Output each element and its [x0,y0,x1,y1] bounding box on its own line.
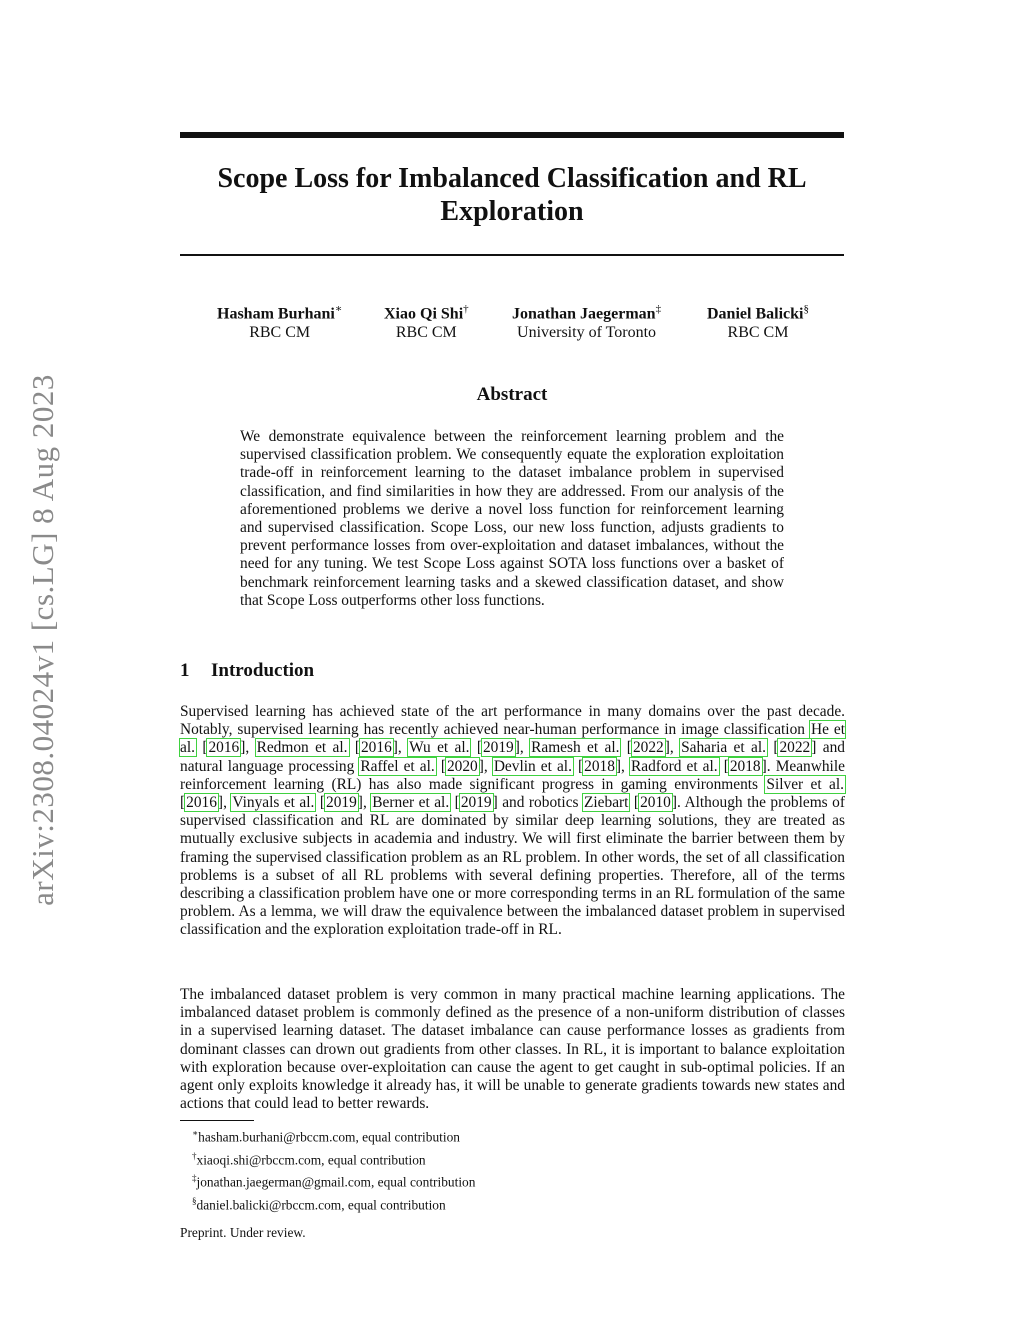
citation-year: 2010 [640,794,671,812]
paragraph-text: and natural language processing [180,739,845,775]
abstract-heading: Abstract [476,384,548,405]
footnote-rule [180,1120,254,1121]
author-affiliation: RBC CM [249,324,311,342]
citation-author: Devlin et al. [493,757,572,775]
citation-author: Wu et al. [409,739,470,757]
footnote-mark: § [192,1196,197,1207]
citation-author: Saharia et al. [681,739,766,757]
citation-year: 2016 [186,794,217,812]
paragraph-text: and robotics [502,794,579,812]
author-name: Hasham Burhani [217,305,335,323]
arxiv-identifier-text: arXiv:2308.04024v1 [cs.LG] 8 Aug 2023 [25,374,61,906]
citation-link[interactable]: Silver et al. [2016] [180,775,844,812]
citation-year: 2019 [460,794,492,812]
section-title-text: Introduction [211,660,315,681]
footnote [192,1192,475,1215]
footnote-text: xiaoqi.shi@rbccm.com, equal contribution [196,1152,426,1168]
author-name: Xiao Qi Shi [384,305,464,323]
citation-author: Berner et al. [372,794,450,812]
citation-link[interactable]: Vinyals et al. [2019] [232,794,363,812]
citation-link[interactable]: Radford et al. [2018] [630,757,767,775]
author-affiliation: RBC CM [395,324,457,342]
citation-author: He et al. [180,721,845,757]
citation-link[interactable]: Berner et al. [2019] [372,794,498,812]
footnote-text: hasham.burhani@rbccm.com, equal contribution [198,1129,460,1145]
author-mark: † [463,303,469,315]
author-block [180,300,844,340]
arxiv-side-identifier [22,350,64,930]
paragraph-text: Supervised learning has achieved state of the art performance in many domains over the past decade. Notably, supervised learning has recently achieved near-human performance in image classification [180,703,845,739]
citation-year: 2019 [482,739,514,757]
section-heading-introduction [180,660,314,682]
footnote-mark: ‡ [192,1173,197,1184]
footnotes [192,1124,475,1215]
author-name: Jonathan Jaegerman [512,305,656,323]
abstract-text: We demonstrate equivalence between the reinforcement learning problem and the supervised classification problem. We consequently equate the exploration exploitation trade-off in reinforcement learning to the dataset imbalance problem in supervised classification, and find similarities in how they are addressed. From our analysis of the aforementioned problems we derive a novel loss function for reinforcement learning and supervised classification. Scope Loss, our new loss function, adjusts gradients to prevent performance losses from over-exploitation and dataset imbalances, without the need for any tuning. We test Scope Loss against SOTA loss functions over a basket of benchmark reinforcement learning tasks and a skewed classification dataset, and show that Scope Loss outperforms other loss functions. [240,428,784,609]
paragraph-text: Although the problems of supervised classification and RL are dominated by similar deep learning solutions, they are treated as mutually exclusive subjects in academia and industry. We will first eliminate the barrier between them by framing the supervised classification problem as an RL problem. In other words, the set of all classification problems is a subset of all RL problems with several defining properties. Therefore, all of the terms describing a classification problem have one or more corresponding terms in an RL formulation of the same problem. As a lemma, we will draw the equivalence between the imbalanced dataset problem in supervised classification and the exploration exploitation trade-off in RL. [180,794,845,939]
citation-author: Redmon et al. [256,739,348,757]
citation-author: Vinyals et al. [232,794,315,812]
paper-title: Scope Loss for Imbalanced Classification and RL Exploration [217,163,807,227]
author-3 [512,300,661,342]
footnote [192,1124,475,1147]
footnote-text: jonathan.jaegerman@gmail.com, equal contribution [196,1174,476,1190]
footnote-text: daniel.balicki@rbccm.com, equal contribution [196,1197,446,1213]
citation-link[interactable]: Wu et al. [2019] [409,739,520,757]
author-affiliation: University of Toronto [517,324,657,342]
preprint-note: Preprint. Under review. [180,1225,306,1240]
citation-link[interactable]: Ziebart [2010] [584,794,677,812]
citation-link[interactable]: Redmon et al. [2016] [256,739,398,757]
title-top-rule [180,132,844,138]
citation-link[interactable]: Raffel et al. [2020] [360,757,484,775]
footnote-mark: † [192,1150,197,1161]
author-mark: ‡ [655,303,662,315]
citation-author: Silver et al. [766,775,844,793]
citation-link[interactable]: Saharia et al. [2022] [681,739,817,757]
footnote [192,1169,475,1192]
author-mark: ∗ [334,303,343,315]
citation-year: 2020 [446,757,478,775]
author-1 [217,300,342,342]
author-4 [707,300,809,342]
author-affiliation: RBC CM [727,324,789,342]
citation-author: Ramesh et al. [531,739,620,757]
title-bottom-rule [180,254,844,256]
citation-year: 2016 [208,739,240,757]
citation-link[interactable]: Devlin et al. [2018] [493,757,622,775]
author-name: Daniel Balicki [707,305,804,323]
citation-author: Raffel et al. [360,757,435,775]
citation-link[interactable]: He et al. [2016] [180,721,845,757]
author-mark: § [803,303,809,315]
citation-author: Radford et al. [630,757,718,775]
citation-year: 2022 [632,739,664,757]
citation-link[interactable]: Ramesh et al. [2022] [531,739,670,757]
citation-author: Ziebart [584,794,629,812]
intro-paragraph-2: The imbalanced dataset problem is very common in many practical machine learning applications. The imbalanced dataset problem is commonly defined as the presence of a non-uniform distribution of classes in a supervised learning dataset. The dataset imbalance can cause performance losses as gradients from dominant classes can drown out gradients from other classes. In RL, it is important to balance exploitation with exploration because over-exploitation can cause the agent to get caught in sub-optimal policies. If an agent only exploits knowledge it already has, it will be unable to generate gradients towards new states and actions that could lead to better rewards. [180,986,845,1113]
citation-year: 2018 [729,757,761,775]
footnote-mark: ∗ [192,1128,199,1138]
citation-year: 2022 [779,739,811,757]
citation-year: 2018 [584,757,615,775]
citation-year: 2019 [326,794,357,812]
intro-paragraph-1: Supervised learning has achieved state of the art performance in many domains over the past decade. Notably, supervised learning has recently achieved near-human performance in image classification He et al. [2016], Redmon et al. [2016], Wu et al. [2019], Ramesh et al. [2022], Saharia et al. [2022] and natural language processing Raffel et al. [2020], Devlin et al. [2018], Radford et al. [2018]. Meanwhile reinforcement learning (RL) has also made significant progress in gaming environments Silver et al. [2016], Vinyals et al. [2019], Berner et al. [2019] and robotics Ziebart [2010]. Although the problems of supervised classification and RL are dominated by similar deep learning solutions, they are treated as mutually exclusive subjects in academia and industry. We will first eliminate the barrier between them by framing the supervised classification problem as an RL problem. In other words, the set of all classification problems is a subset of all RL problems with several defining properties. Therefore, all of the terms describing a classification problem have one or more corresponding terms in an RL formulation of the same problem. As a lemma, we will draw the equivalence between the imbalanced dataset problem in supervised classification and the exploration exploitation trade-off in RL. [180,703,845,939]
author-2 [384,300,469,342]
footnote [192,1147,475,1170]
citation-year: 2016 [360,739,392,757]
paragraph-text: Meanwhile reinforcement learning (RL) has also made significant progress in gaming environments [180,757,845,793]
section-number: 1 [180,660,190,681]
